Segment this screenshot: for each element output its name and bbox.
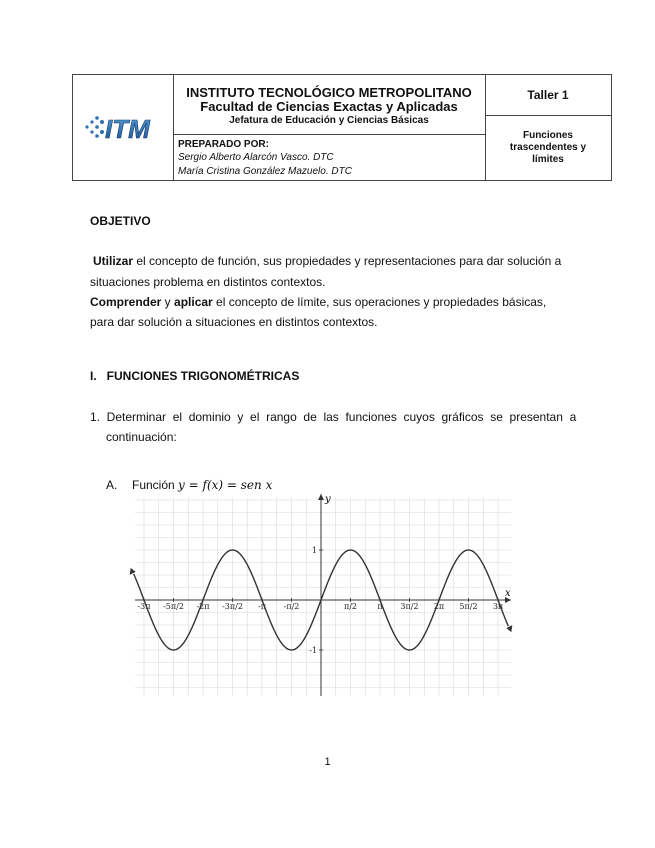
sine-chart [127, 490, 517, 700]
y-axis-arrow [318, 494, 324, 500]
p2-rest: el concepto de límite, sus operaciones y propiedades básicas, [212, 295, 547, 309]
jefatura-name: Jefatura de Educación y Ciencias Básicas [229, 115, 429, 126]
paragraph-2-line-2: para dar solución a situaciones en distintos contextos. [90, 315, 378, 329]
x-tick-label: 2π [433, 602, 445, 611]
objetivo-title: OBJETIVO [90, 214, 151, 228]
p2-bold-1: Comprender [90, 295, 162, 309]
x-tick-label: -3π [137, 602, 151, 611]
p2-mid: y [161, 295, 175, 309]
institute-name: INSTITUTO TECNOLÓGICO METROPOLITANO [186, 85, 472, 100]
page-number: 1 [324, 756, 331, 768]
p1-rest: el concepto de función, sus propiedades y representaciones para dar solución a [133, 254, 562, 268]
author-1: Sergio Alberto Alarcón Vasco. DTC [178, 152, 334, 163]
x-tick-label: π/2 [343, 602, 358, 611]
x-tick-label: 5π/2 [459, 602, 478, 611]
item-a-word: Función [132, 478, 175, 492]
header-table [72, 74, 612, 181]
curve-arrow-left [130, 568, 136, 575]
x-tick-label: -2π [196, 602, 210, 611]
header-right [485, 75, 611, 180]
faculty-name: Facultad de Ciencias Exactas y Aplicadas [200, 99, 458, 114]
x-tick-label: -5π/2 [163, 602, 184, 611]
question-1-line-2: continuación: [106, 430, 177, 444]
paragraph-1-line-1 [93, 254, 561, 268]
paragraph-1-line-2: situaciones problema en distintos contextos. [90, 275, 326, 289]
topic-line-3: límites [532, 154, 564, 165]
x-tick-label: -3π/2 [222, 602, 243, 611]
author-2: María Cristina González Mazuelo. DTC [178, 166, 352, 177]
y-tick-label: -1 [309, 646, 317, 655]
prepared-by [178, 138, 352, 179]
y-tick-label: 1 [311, 546, 317, 555]
p2-bold-2: aplicar [174, 295, 213, 309]
svg-text:ITM: ITM [105, 114, 150, 144]
logo-cell [73, 75, 174, 180]
x-tick-label: 3π [492, 602, 504, 611]
header-middle [173, 75, 486, 180]
section-heading: I. FUNCIONES TRIGONOMÉTRICAS [90, 369, 300, 383]
curve-arrow-right [506, 625, 512, 632]
topic-line-2: trascendentes y [509, 142, 587, 153]
x-tick-label: π [377, 602, 383, 611]
y-axis-label: y [325, 494, 331, 505]
x-axis-label: x [505, 588, 511, 599]
topic-line-1: Funciones [522, 130, 573, 141]
p1-bold: Utilizar [93, 254, 134, 268]
taller-title: Taller 1 [527, 88, 569, 102]
header-title-cell [173, 75, 485, 135]
x-tick-label: -π/2 [283, 602, 300, 611]
question-1-line-1: 1. Determinar el dominio y el rango de las funciones cuyos gráficos se presentan a [90, 410, 577, 424]
itm-logo [81, 107, 165, 147]
taller-cell [485, 75, 611, 116]
topic-cell [485, 130, 611, 166]
item-a-label: A. [106, 478, 118, 492]
paragraph-2-line-1 [90, 295, 546, 309]
prepared-label: PREPARADO POR: [178, 139, 269, 150]
x-tick-label: 3π/2 [400, 602, 419, 611]
item-a-formula: y = f(x) = sen x [178, 478, 273, 492]
x-tick-label: -π [258, 602, 266, 611]
